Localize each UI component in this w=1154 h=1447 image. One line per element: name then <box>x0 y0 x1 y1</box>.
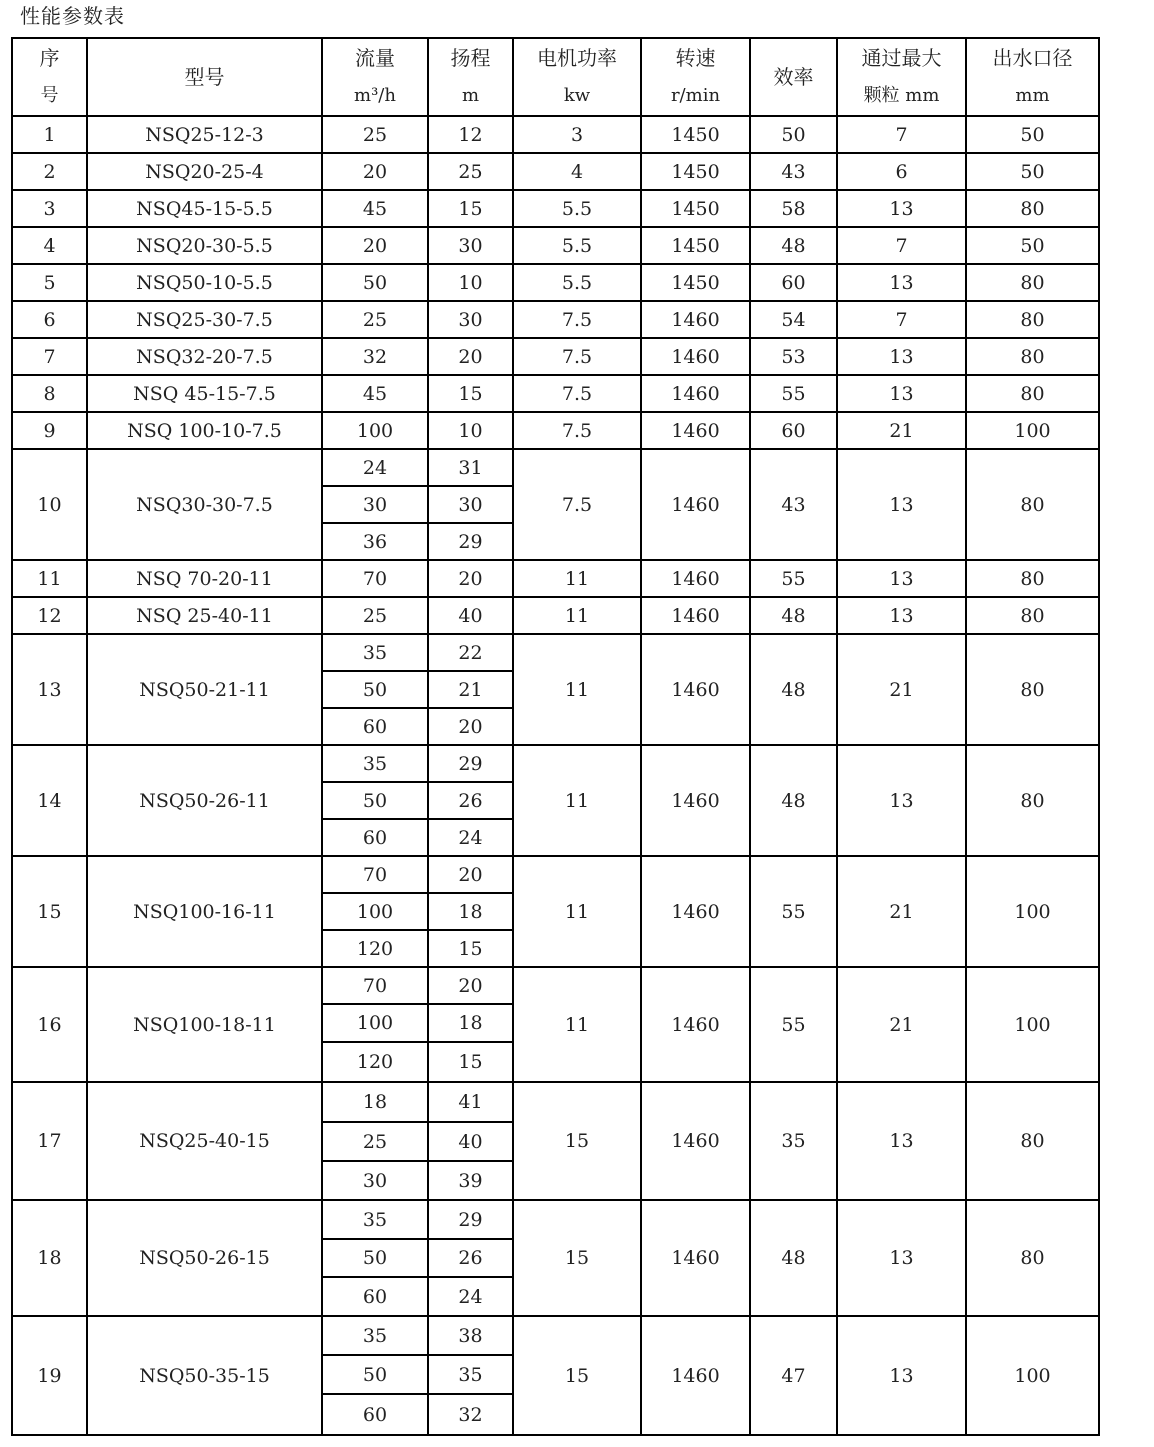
cell-outlet: 100 <box>966 412 1099 449</box>
header-unit: r/min <box>670 85 721 106</box>
cell-flow: 50 <box>322 671 428 708</box>
cell-power: 11 <box>513 560 641 597</box>
cell-head: 15 <box>428 1042 513 1082</box>
cell-speed: 1450 <box>641 227 750 264</box>
cell-efficiency: 60 <box>750 264 837 301</box>
cell-head: 10 <box>428 264 513 301</box>
cell-efficiency: 43 <box>750 153 837 190</box>
header-label: 流量 <box>355 46 395 70</box>
header-unit: 号 <box>40 85 59 106</box>
header-label: 序 <box>39 46 60 70</box>
table-row <box>12 856 1099 893</box>
cell-no: 7 <box>12 338 87 375</box>
cell-model: NSQ50-26-15 <box>87 1200 322 1316</box>
cell-power: 5.5 <box>513 264 641 301</box>
cell-model: NSQ25-30-7.5 <box>87 301 322 338</box>
table-row <box>12 597 1099 634</box>
cell-efficiency: 48 <box>750 1200 837 1316</box>
cell-speed: 1450 <box>641 116 750 153</box>
cell-efficiency: 54 <box>750 301 837 338</box>
cell-model: NSQ20-30-5.5 <box>87 227 322 264</box>
cell-power: 5.5 <box>513 190 641 227</box>
cell-no: 15 <box>12 856 87 967</box>
cell-speed: 1460 <box>641 338 750 375</box>
cell-flow: 120 <box>322 930 428 967</box>
cell-efficiency: 55 <box>750 856 837 967</box>
cell-speed: 1460 <box>641 449 750 560</box>
cell-head: 21 <box>428 671 513 708</box>
cell-flow: 120 <box>322 1042 428 1082</box>
cell-efficiency: 53 <box>750 338 837 375</box>
cell-head: 38 <box>428 1316 513 1355</box>
table-row <box>12 412 1099 449</box>
cell-head: 15 <box>428 375 513 412</box>
cell-model: NSQ20-25-4 <box>87 153 322 190</box>
cell-head: 10 <box>428 412 513 449</box>
cell-head: 29 <box>428 523 513 560</box>
cell-outlet: 80 <box>966 190 1099 227</box>
cell-head: 25 <box>428 153 513 190</box>
table-row <box>12 967 1099 1004</box>
table-row <box>12 153 1099 190</box>
cell-no: 17 <box>12 1082 87 1200</box>
cell-head: 40 <box>428 1122 513 1161</box>
cell-power: 7.5 <box>513 301 641 338</box>
cell-power: 5.5 <box>513 227 641 264</box>
cell-flow: 20 <box>322 153 428 190</box>
cell-model: NSQ25-12-3 <box>87 116 322 153</box>
cell-flow: 35 <box>322 745 428 782</box>
cell-speed: 1460 <box>641 1200 750 1316</box>
cell-model: NSQ30-30-7.5 <box>87 449 322 560</box>
header-label: 效率 <box>773 65 814 89</box>
cell-flow: 35 <box>322 1200 428 1239</box>
cell-no: 9 <box>12 412 87 449</box>
cell-head: 18 <box>428 893 513 930</box>
table-row <box>12 190 1099 227</box>
cell-head: 39 <box>428 1161 513 1200</box>
cell-particle: 13 <box>837 1316 966 1435</box>
cell-flow: 60 <box>322 708 428 745</box>
cell-efficiency: 55 <box>750 375 837 412</box>
cell-outlet: 50 <box>966 153 1099 190</box>
table-row <box>12 560 1099 597</box>
cell-flow: 100 <box>322 1004 428 1042</box>
table-row <box>12 1316 1099 1355</box>
cell-power: 7.5 <box>513 412 641 449</box>
cell-no: 13 <box>12 634 87 745</box>
header-unit: mm <box>1015 85 1050 106</box>
cell-outlet: 80 <box>966 745 1099 856</box>
cell-model: NSQ50-26-11 <box>87 745 322 856</box>
cell-flow: 20 <box>322 227 428 264</box>
table-body <box>12 116 1099 1435</box>
cell-efficiency: 43 <box>750 449 837 560</box>
cell-speed: 1460 <box>641 1316 750 1435</box>
header-label: 通过最大 <box>861 46 942 70</box>
cell-power: 11 <box>513 634 641 745</box>
cell-head: 26 <box>428 1239 513 1277</box>
cell-no: 4 <box>12 227 87 264</box>
cell-no: 1 <box>12 116 87 153</box>
cell-no: 18 <box>12 1200 87 1316</box>
cell-head: 20 <box>428 708 513 745</box>
cell-outlet: 80 <box>966 301 1099 338</box>
cell-particle: 13 <box>837 264 966 301</box>
cell-flow: 100 <box>322 412 428 449</box>
table-row <box>12 301 1099 338</box>
cell-outlet: 100 <box>966 967 1099 1082</box>
cell-outlet: 80 <box>966 1082 1099 1200</box>
cell-flow: 50 <box>322 782 428 819</box>
cell-power: 3 <box>513 116 641 153</box>
header-label: 转速 <box>675 46 716 70</box>
cell-flow: 50 <box>322 1239 428 1277</box>
cell-head: 30 <box>428 227 513 264</box>
cell-speed: 1460 <box>641 634 750 745</box>
cell-model: NSQ50-21-11 <box>87 634 322 745</box>
cell-efficiency: 48 <box>750 597 837 634</box>
cell-power: 7.5 <box>513 375 641 412</box>
cell-no: 8 <box>12 375 87 412</box>
table-row <box>12 116 1099 153</box>
header-label: 出水口径 <box>992 46 1073 70</box>
table-row <box>12 375 1099 412</box>
table-row <box>12 745 1099 782</box>
cell-flow: 25 <box>322 301 428 338</box>
cell-efficiency: 60 <box>750 412 837 449</box>
cell-no: 11 <box>12 560 87 597</box>
cell-particle: 13 <box>837 338 966 375</box>
cell-model: NSQ 100-10-7.5 <box>87 412 322 449</box>
cell-flow: 32 <box>322 338 428 375</box>
cell-head: 20 <box>428 338 513 375</box>
cell-speed: 1460 <box>641 745 750 856</box>
cell-flow: 60 <box>322 1394 428 1435</box>
cell-no: 3 <box>12 190 87 227</box>
cell-head: 15 <box>428 190 513 227</box>
cell-speed: 1460 <box>641 597 750 634</box>
header-power <box>513 38 641 116</box>
header-unit: m³/h <box>354 85 396 106</box>
cell-model: NSQ 45-15-7.5 <box>87 375 322 412</box>
cell-speed: 1460 <box>641 560 750 597</box>
cell-head: 29 <box>428 1200 513 1239</box>
cell-speed: 1460 <box>641 301 750 338</box>
cell-model: NSQ50-10-5.5 <box>87 264 322 301</box>
cell-no: 16 <box>12 967 87 1082</box>
cell-efficiency: 35 <box>750 1082 837 1200</box>
cell-particle: 13 <box>837 1082 966 1200</box>
cell-particle: 21 <box>837 412 966 449</box>
header-outlet <box>966 38 1099 116</box>
performance-table <box>11 37 1100 1436</box>
cell-flow: 70 <box>322 560 428 597</box>
cell-power: 4 <box>513 153 641 190</box>
cell-model: NSQ100-16-11 <box>87 856 322 967</box>
cell-efficiency: 55 <box>750 560 837 597</box>
cell-outlet: 80 <box>966 560 1099 597</box>
header-particle <box>837 38 966 116</box>
cell-power: 11 <box>513 967 641 1082</box>
cell-flow: 30 <box>322 486 428 523</box>
page-title: 性能参数表 <box>20 4 125 28</box>
cell-particle: 7 <box>837 301 966 338</box>
cell-particle: 13 <box>837 190 966 227</box>
cell-flow: 25 <box>322 1122 428 1161</box>
cell-particle: 7 <box>837 227 966 264</box>
table-row <box>12 264 1099 301</box>
cell-head: 24 <box>428 1277 513 1316</box>
cell-head: 30 <box>428 486 513 523</box>
cell-no: 19 <box>12 1316 87 1435</box>
cell-outlet: 80 <box>966 634 1099 745</box>
header-model <box>87 38 322 116</box>
cell-outlet: 80 <box>966 338 1099 375</box>
cell-head: 20 <box>428 967 513 1004</box>
cell-model: NSQ 70-20-11 <box>87 560 322 597</box>
cell-head: 29 <box>428 745 513 782</box>
cell-particle: 13 <box>837 375 966 412</box>
cell-model: NSQ50-35-15 <box>87 1316 322 1435</box>
cell-particle: 21 <box>837 634 966 745</box>
cell-flow: 25 <box>322 597 428 634</box>
cell-efficiency: 55 <box>750 967 837 1082</box>
cell-speed: 1450 <box>641 264 750 301</box>
cell-outlet: 100 <box>966 856 1099 967</box>
cell-head: 15 <box>428 930 513 967</box>
table-row <box>12 634 1099 671</box>
cell-particle: 6 <box>837 153 966 190</box>
cell-outlet: 80 <box>966 449 1099 560</box>
cell-power: 15 <box>513 1082 641 1200</box>
cell-flow: 18 <box>322 1082 428 1122</box>
cell-efficiency: 48 <box>750 227 837 264</box>
cell-particle: 21 <box>837 967 966 1082</box>
cell-power: 7.5 <box>513 449 641 560</box>
cell-flow: 100 <box>322 893 428 930</box>
cell-power: 7.5 <box>513 338 641 375</box>
cell-flow: 25 <box>322 116 428 153</box>
cell-head: 12 <box>428 116 513 153</box>
cell-no: 6 <box>12 301 87 338</box>
cell-power: 11 <box>513 745 641 856</box>
cell-outlet: 80 <box>966 264 1099 301</box>
cell-efficiency: 50 <box>750 116 837 153</box>
cell-particle: 7 <box>837 116 966 153</box>
cell-no: 14 <box>12 745 87 856</box>
table-header-row <box>12 38 1099 116</box>
cell-flow: 45 <box>322 375 428 412</box>
cell-head: 22 <box>428 634 513 671</box>
cell-flow: 50 <box>322 1355 428 1394</box>
cell-flow: 70 <box>322 856 428 893</box>
cell-outlet: 100 <box>966 1316 1099 1435</box>
header-eff <box>750 38 837 116</box>
header-head <box>428 38 513 116</box>
cell-speed: 1460 <box>641 856 750 967</box>
header-no <box>12 38 87 116</box>
cell-power: 11 <box>513 597 641 634</box>
header-unit: m <box>461 85 480 106</box>
cell-efficiency: 48 <box>750 634 837 745</box>
table-row <box>12 1082 1099 1122</box>
table-row <box>12 449 1099 486</box>
cell-speed: 1460 <box>641 967 750 1082</box>
cell-head: 24 <box>428 819 513 856</box>
cell-flow: 35 <box>322 634 428 671</box>
cell-no: 2 <box>12 153 87 190</box>
table-row <box>12 227 1099 264</box>
cell-flow: 70 <box>322 967 428 1004</box>
header-speed <box>641 38 750 116</box>
cell-flow: 36 <box>322 523 428 560</box>
cell-particle: 13 <box>837 560 966 597</box>
cell-outlet: 80 <box>966 375 1099 412</box>
cell-no: 12 <box>12 597 87 634</box>
cell-flow: 50 <box>322 264 428 301</box>
cell-flow: 30 <box>322 1161 428 1200</box>
cell-particle: 21 <box>837 856 966 967</box>
cell-speed: 1460 <box>641 375 750 412</box>
cell-model: NSQ45-15-5.5 <box>87 190 322 227</box>
cell-speed: 1460 <box>641 412 750 449</box>
cell-efficiency: 48 <box>750 745 837 856</box>
cell-flow: 45 <box>322 190 428 227</box>
cell-model: NSQ32-20-7.5 <box>87 338 322 375</box>
header-unit: kw <box>563 85 591 106</box>
cell-head: 20 <box>428 856 513 893</box>
cell-efficiency: 58 <box>750 190 837 227</box>
cell-flow: 24 <box>322 449 428 486</box>
cell-head: 32 <box>428 1394 513 1435</box>
header-label: 电机功率 <box>537 46 617 70</box>
cell-flow: 35 <box>322 1316 428 1355</box>
cell-head: 30 <box>428 301 513 338</box>
cell-model: NSQ100-18-11 <box>87 967 322 1082</box>
cell-outlet: 80 <box>966 1200 1099 1316</box>
cell-model: NSQ 25-40-11 <box>87 597 322 634</box>
cell-power: 15 <box>513 1316 641 1435</box>
cell-head: 41 <box>428 1082 513 1122</box>
cell-outlet: 50 <box>966 116 1099 153</box>
cell-flow: 60 <box>322 1277 428 1316</box>
cell-speed: 1450 <box>641 153 750 190</box>
cell-speed: 1460 <box>641 1082 750 1200</box>
header-unit: 颗粒 mm <box>863 85 940 106</box>
cell-particle: 13 <box>837 745 966 856</box>
cell-head: 40 <box>428 597 513 634</box>
cell-outlet: 50 <box>966 227 1099 264</box>
cell-speed: 1450 <box>641 190 750 227</box>
cell-efficiency: 47 <box>750 1316 837 1435</box>
cell-head: 35 <box>428 1355 513 1394</box>
cell-outlet: 80 <box>966 597 1099 634</box>
cell-head: 26 <box>428 782 513 819</box>
cell-model: NSQ25-40-15 <box>87 1082 322 1200</box>
cell-flow: 60 <box>322 819 428 856</box>
table-row <box>12 1200 1099 1239</box>
cell-power: 11 <box>513 856 641 967</box>
cell-no: 5 <box>12 264 87 301</box>
cell-particle: 13 <box>837 597 966 634</box>
cell-no: 10 <box>12 449 87 560</box>
header-label: 型号 <box>184 65 225 89</box>
cell-power: 15 <box>513 1200 641 1316</box>
header-flow <box>322 38 428 116</box>
table-row <box>12 338 1099 375</box>
cell-head: 31 <box>428 449 513 486</box>
cell-particle: 13 <box>837 449 966 560</box>
header-label: 扬程 <box>450 46 491 70</box>
cell-particle: 13 <box>837 1200 966 1316</box>
cell-head: 20 <box>428 560 513 597</box>
cell-head: 18 <box>428 1004 513 1042</box>
